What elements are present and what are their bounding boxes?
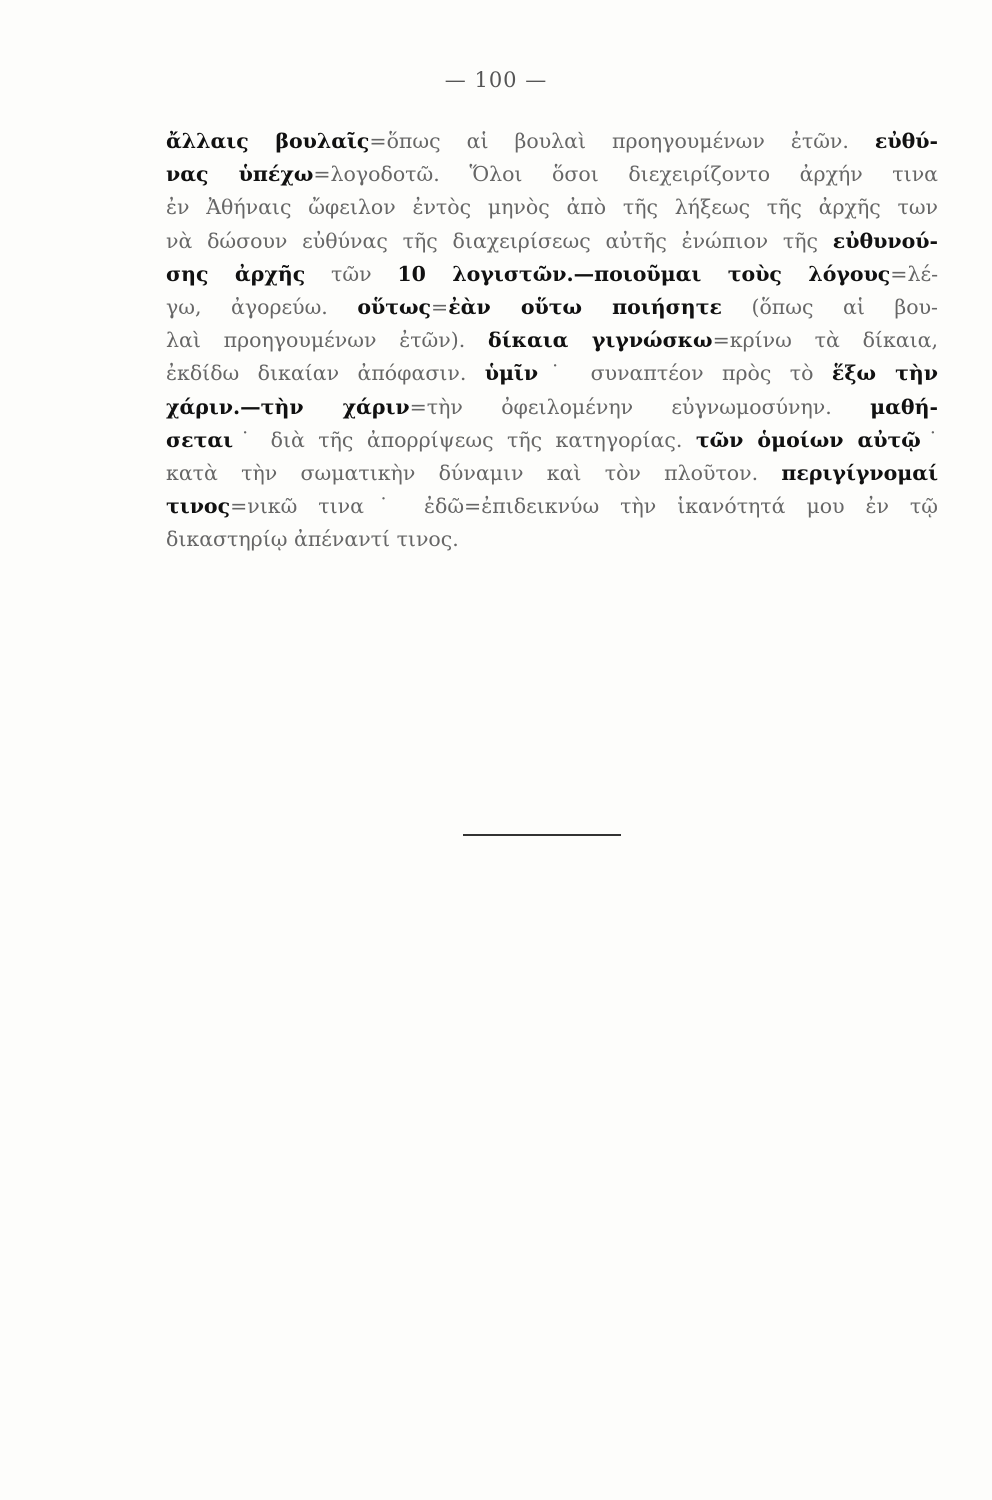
section-divider [463,834,621,836]
gloss-text: =τὴν ὀφειλομένην εὐγνωμοσύνην. [409,394,871,419]
gloss-text: ˙ διὰ τῆς ἀπορρίψεως τῆς κατηγορίας. [233,427,696,452]
gloss-text: κατὰ τὴν σωματικὴν δύναμιν καὶ τὸν πλοῦτον. [166,460,782,485]
gloss-text: =ὅπως αἱ βουλαὶ προηγουμένων ἐτῶν. [369,129,875,153]
gloss-text: νὰ δώσουν εὐθύνας τῆς διαχειρίσεως αὐτῆς ἐνώπιον τῆς [166,228,833,253]
text-line [166,324,938,357]
text-line [166,457,938,490]
gloss-text: ἐν Ἀθήναις ὤφειλον ἐντὸς μηνὸς ἀπὸ τῆς λήξεως τῆς ἀρχῆς των [166,195,938,220]
gloss-text: ˙ [920,427,938,452]
bold-term: ὑμῖν [484,361,539,386]
gloss-text: =νικῶ τινα˙ ἐδῶ=ἐπιδεικνύω τὴν ἱκανότητά μου ἐν τῷ [230,494,938,519]
bold-term: δίκαια γιγνώσκω [488,328,713,353]
bold-term: ἄλλαις βουλαῖς [166,129,370,153]
gloss-text: = [431,294,449,319]
text-line [166,158,938,191]
gloss-text: τῶν [305,261,398,286]
bold-term: νας ὑπέχω [166,162,314,187]
gloss-text: δικαστηρίῳ ἀπέναντί τινος. [166,527,459,552]
text-line [166,125,938,158]
bold-term: ἐὰν οὕτω ποιήσητε [448,294,722,319]
gloss-text: =κρίνω τὰ δίκαια, [712,328,938,353]
bold-term: 10 λογιστῶν.—ποιοῦμαι τοὺς λόγους [397,261,891,286]
text-line [166,191,938,224]
bold-term: εὐθυνού- [832,228,938,253]
bold-term: περιγίγνομαί [781,460,938,485]
text-line [166,291,938,324]
body-text [166,125,938,556]
text-line [166,391,938,424]
bold-term: μαθή- [870,394,938,419]
gloss-text: ˙ συναπτέον πρὸς τὸ [538,361,832,386]
bold-term: οὕτως [357,294,432,319]
bold-term: σεται [166,427,234,452]
text-line [166,424,938,457]
gloss-text: γω, ἀγορεύω. [166,294,358,319]
gloss-text: =λογοδοτῶ. Ὅλοι ὅσοι διεχειρίζοντο ἀρχήν τινα [313,162,938,187]
bold-term: τῶν ὁμοίων αὐτῷ [695,427,921,452]
gloss-text: =λέ- [890,261,938,286]
text-line [166,357,938,390]
text-line [166,258,938,291]
gloss-text: λαὶ προηγουμένων ἐτῶν). [166,328,489,353]
gloss-text: (ὅπως αἱ βου- [721,294,938,319]
text-line [166,225,938,258]
bold-term: τινος [166,494,231,519]
text-line [166,523,938,556]
text-line [166,490,938,523]
gloss-text: ἐκδίδω δικαίαν ἀπόφασιν. [166,361,485,386]
bold-term: ἕξω τὴν [831,361,939,386]
page-number: — 100 — [444,68,548,92]
bold-term: εὐθύ- [874,129,938,153]
bold-term: χάριν.—τὴν χάριν [166,394,410,419]
bold-term: σης ἀρχῆς [166,261,306,286]
